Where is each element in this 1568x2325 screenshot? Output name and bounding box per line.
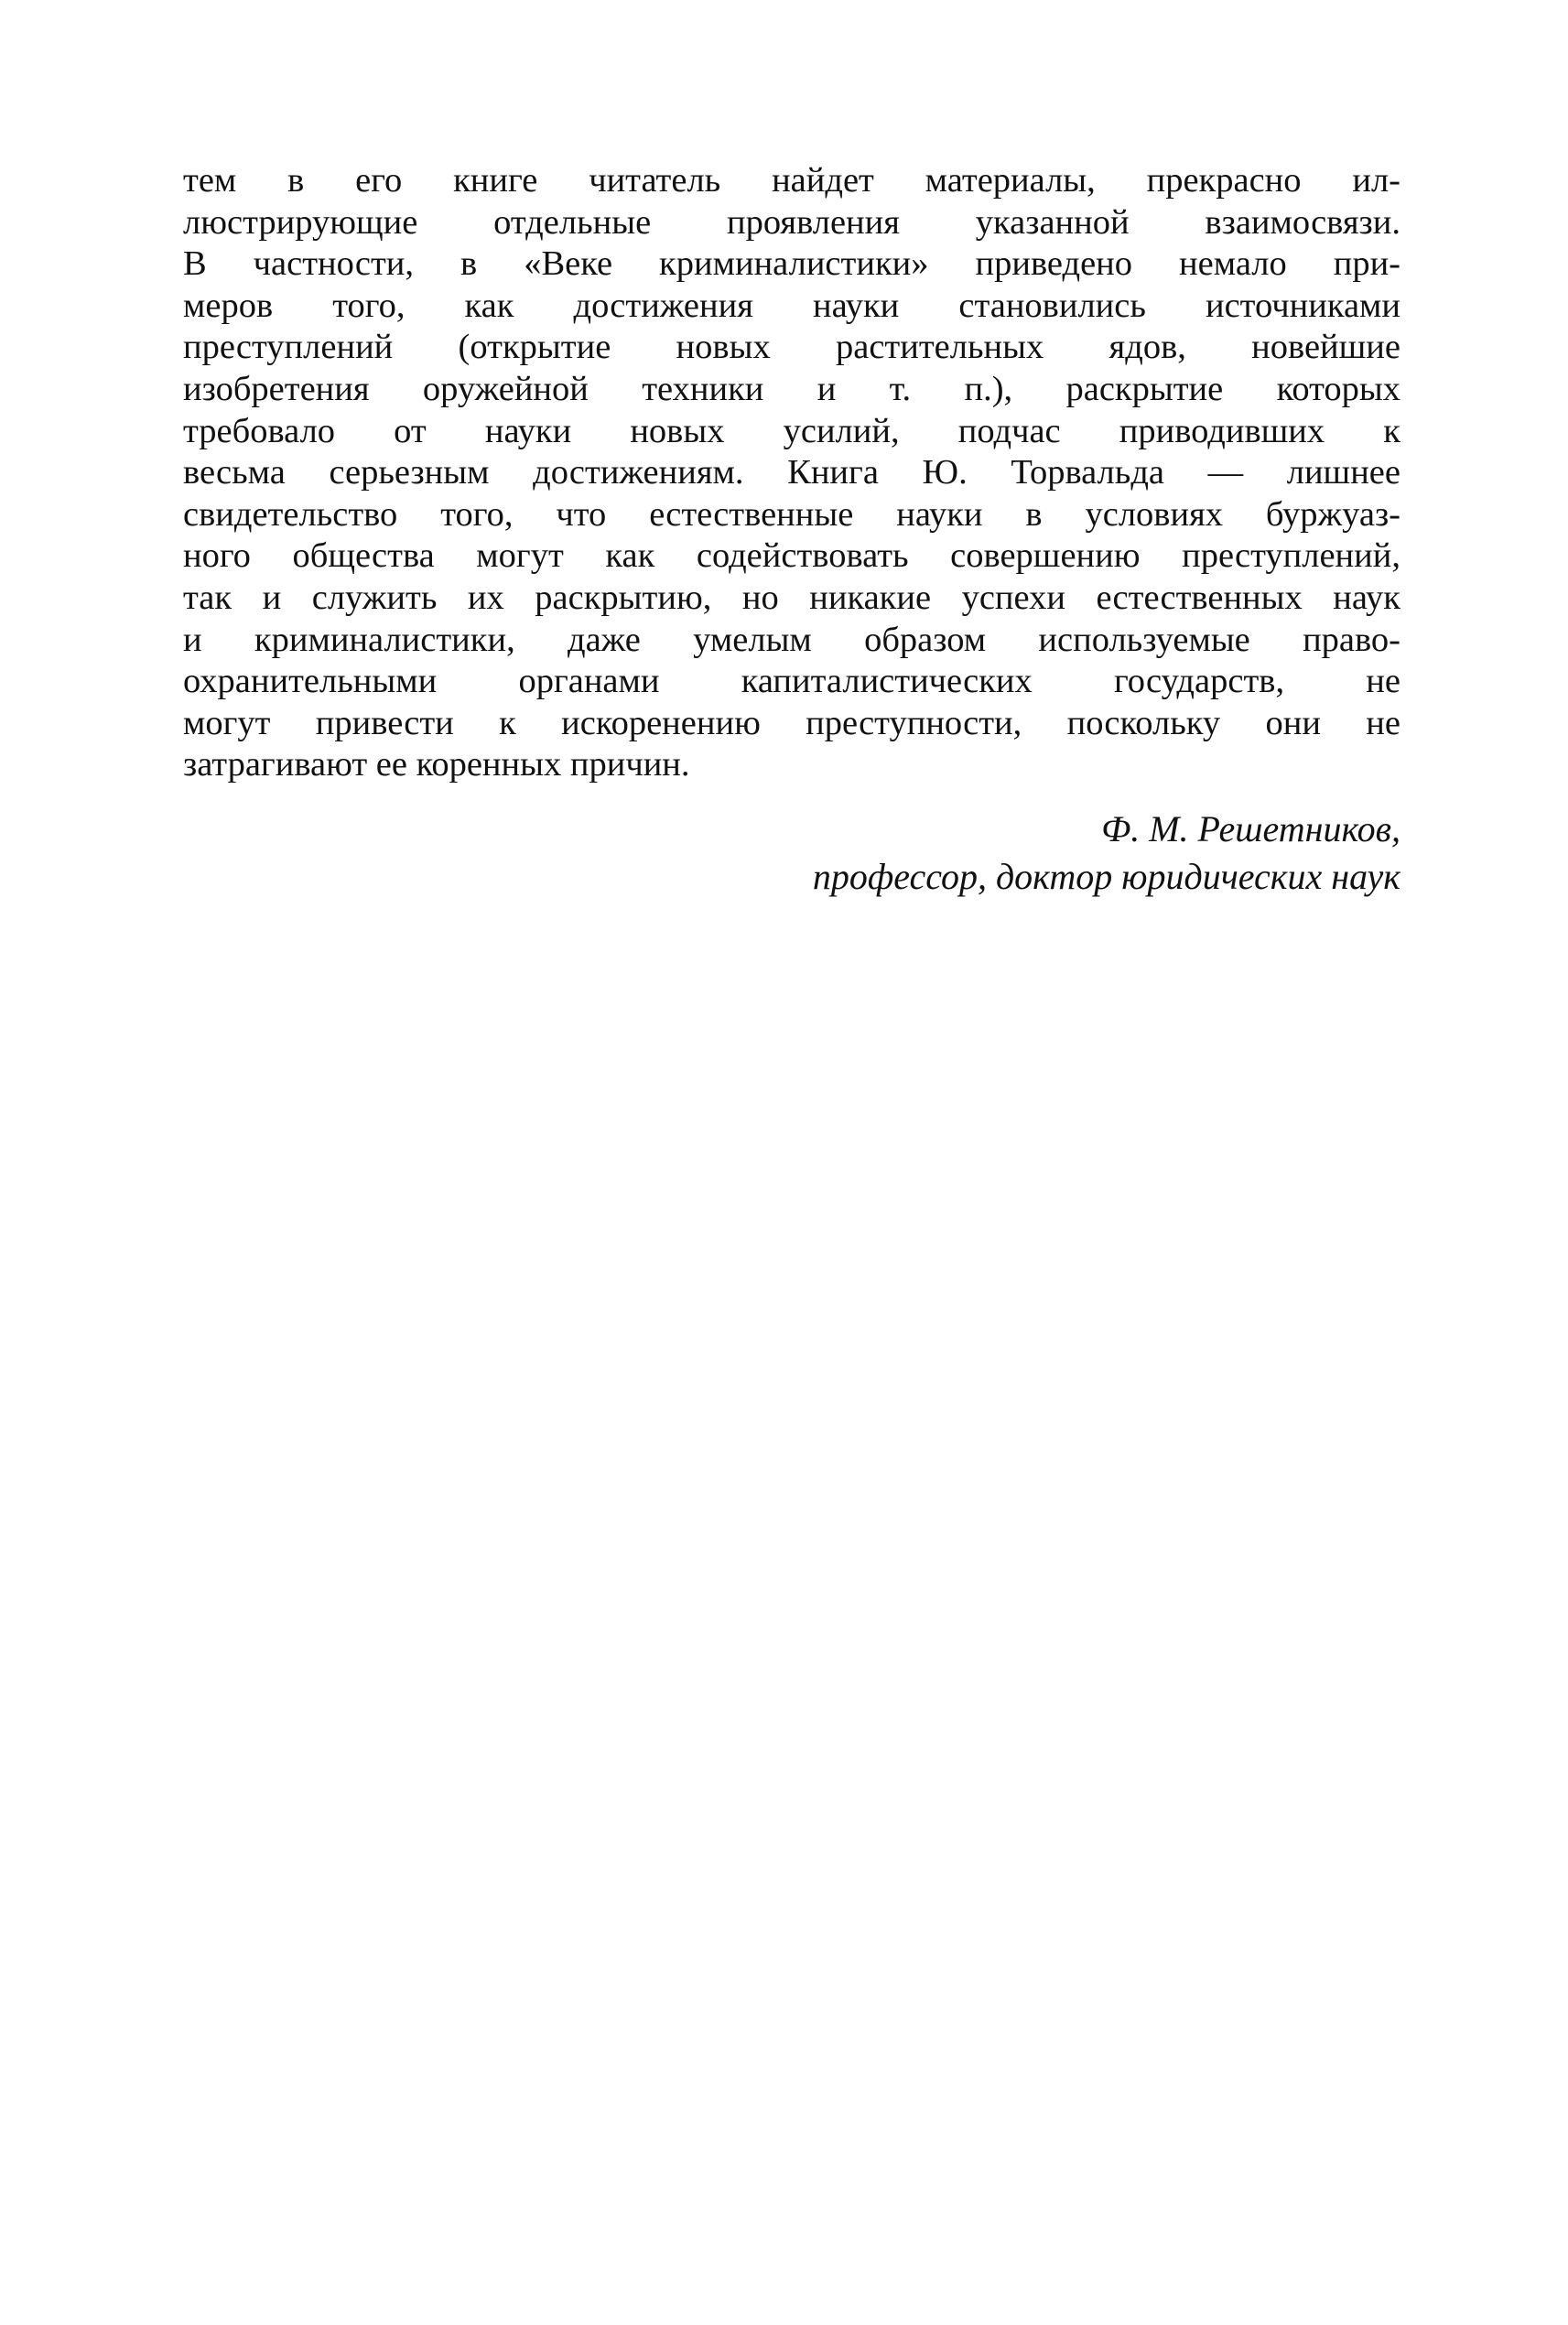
text-line: тем в его книге читатель найдет материалы, прекрасно ил- xyxy=(183,161,1400,200)
text-line: так и служить их раскрытию, но никакие успехи естественных наук xyxy=(183,578,1400,617)
text-line: меров того, как достижения науки становились источниками xyxy=(183,286,1400,325)
text-line: затрагивают ее коренных причин. xyxy=(183,745,690,784)
text-line: охранительными органами капиталистических государств, не xyxy=(183,662,1400,701)
text-line: ного общества могут как содействовать совершению преступлений, xyxy=(183,536,1400,576)
text-line: требовало от науки новых усилий, подчас приводивших к xyxy=(183,411,1400,450)
author-name: Ф. М. Решетников, xyxy=(1101,808,1400,849)
text-line: свидетельство того, что естественные науки в условиях буржуаз- xyxy=(183,494,1400,534)
text-line: изобретения оружейной техники и т. п.), раскрытие которых xyxy=(183,369,1400,408)
text-line: могут привести к искоренению преступности, поскольку они не xyxy=(183,703,1400,742)
author-title: профессор, доктор юридических наук xyxy=(812,856,1400,897)
signature-block xyxy=(641,806,1400,901)
text-line: люстрирующие отдельные проявления указанной взаимосвязи. xyxy=(183,202,1400,242)
body-text xyxy=(183,160,1400,786)
text-line: и криминалистики, даже умелым образом используемые право- xyxy=(183,620,1400,659)
text-line: преступлений (открытие новых растительных ядов, новейшие xyxy=(183,328,1400,367)
text-line: весьма серьезным достижениям. Книга Ю. Торвальда — лишнее xyxy=(183,453,1400,492)
text-line: В частности, в «Веке криминалистики» приведено немало при- xyxy=(183,244,1400,284)
